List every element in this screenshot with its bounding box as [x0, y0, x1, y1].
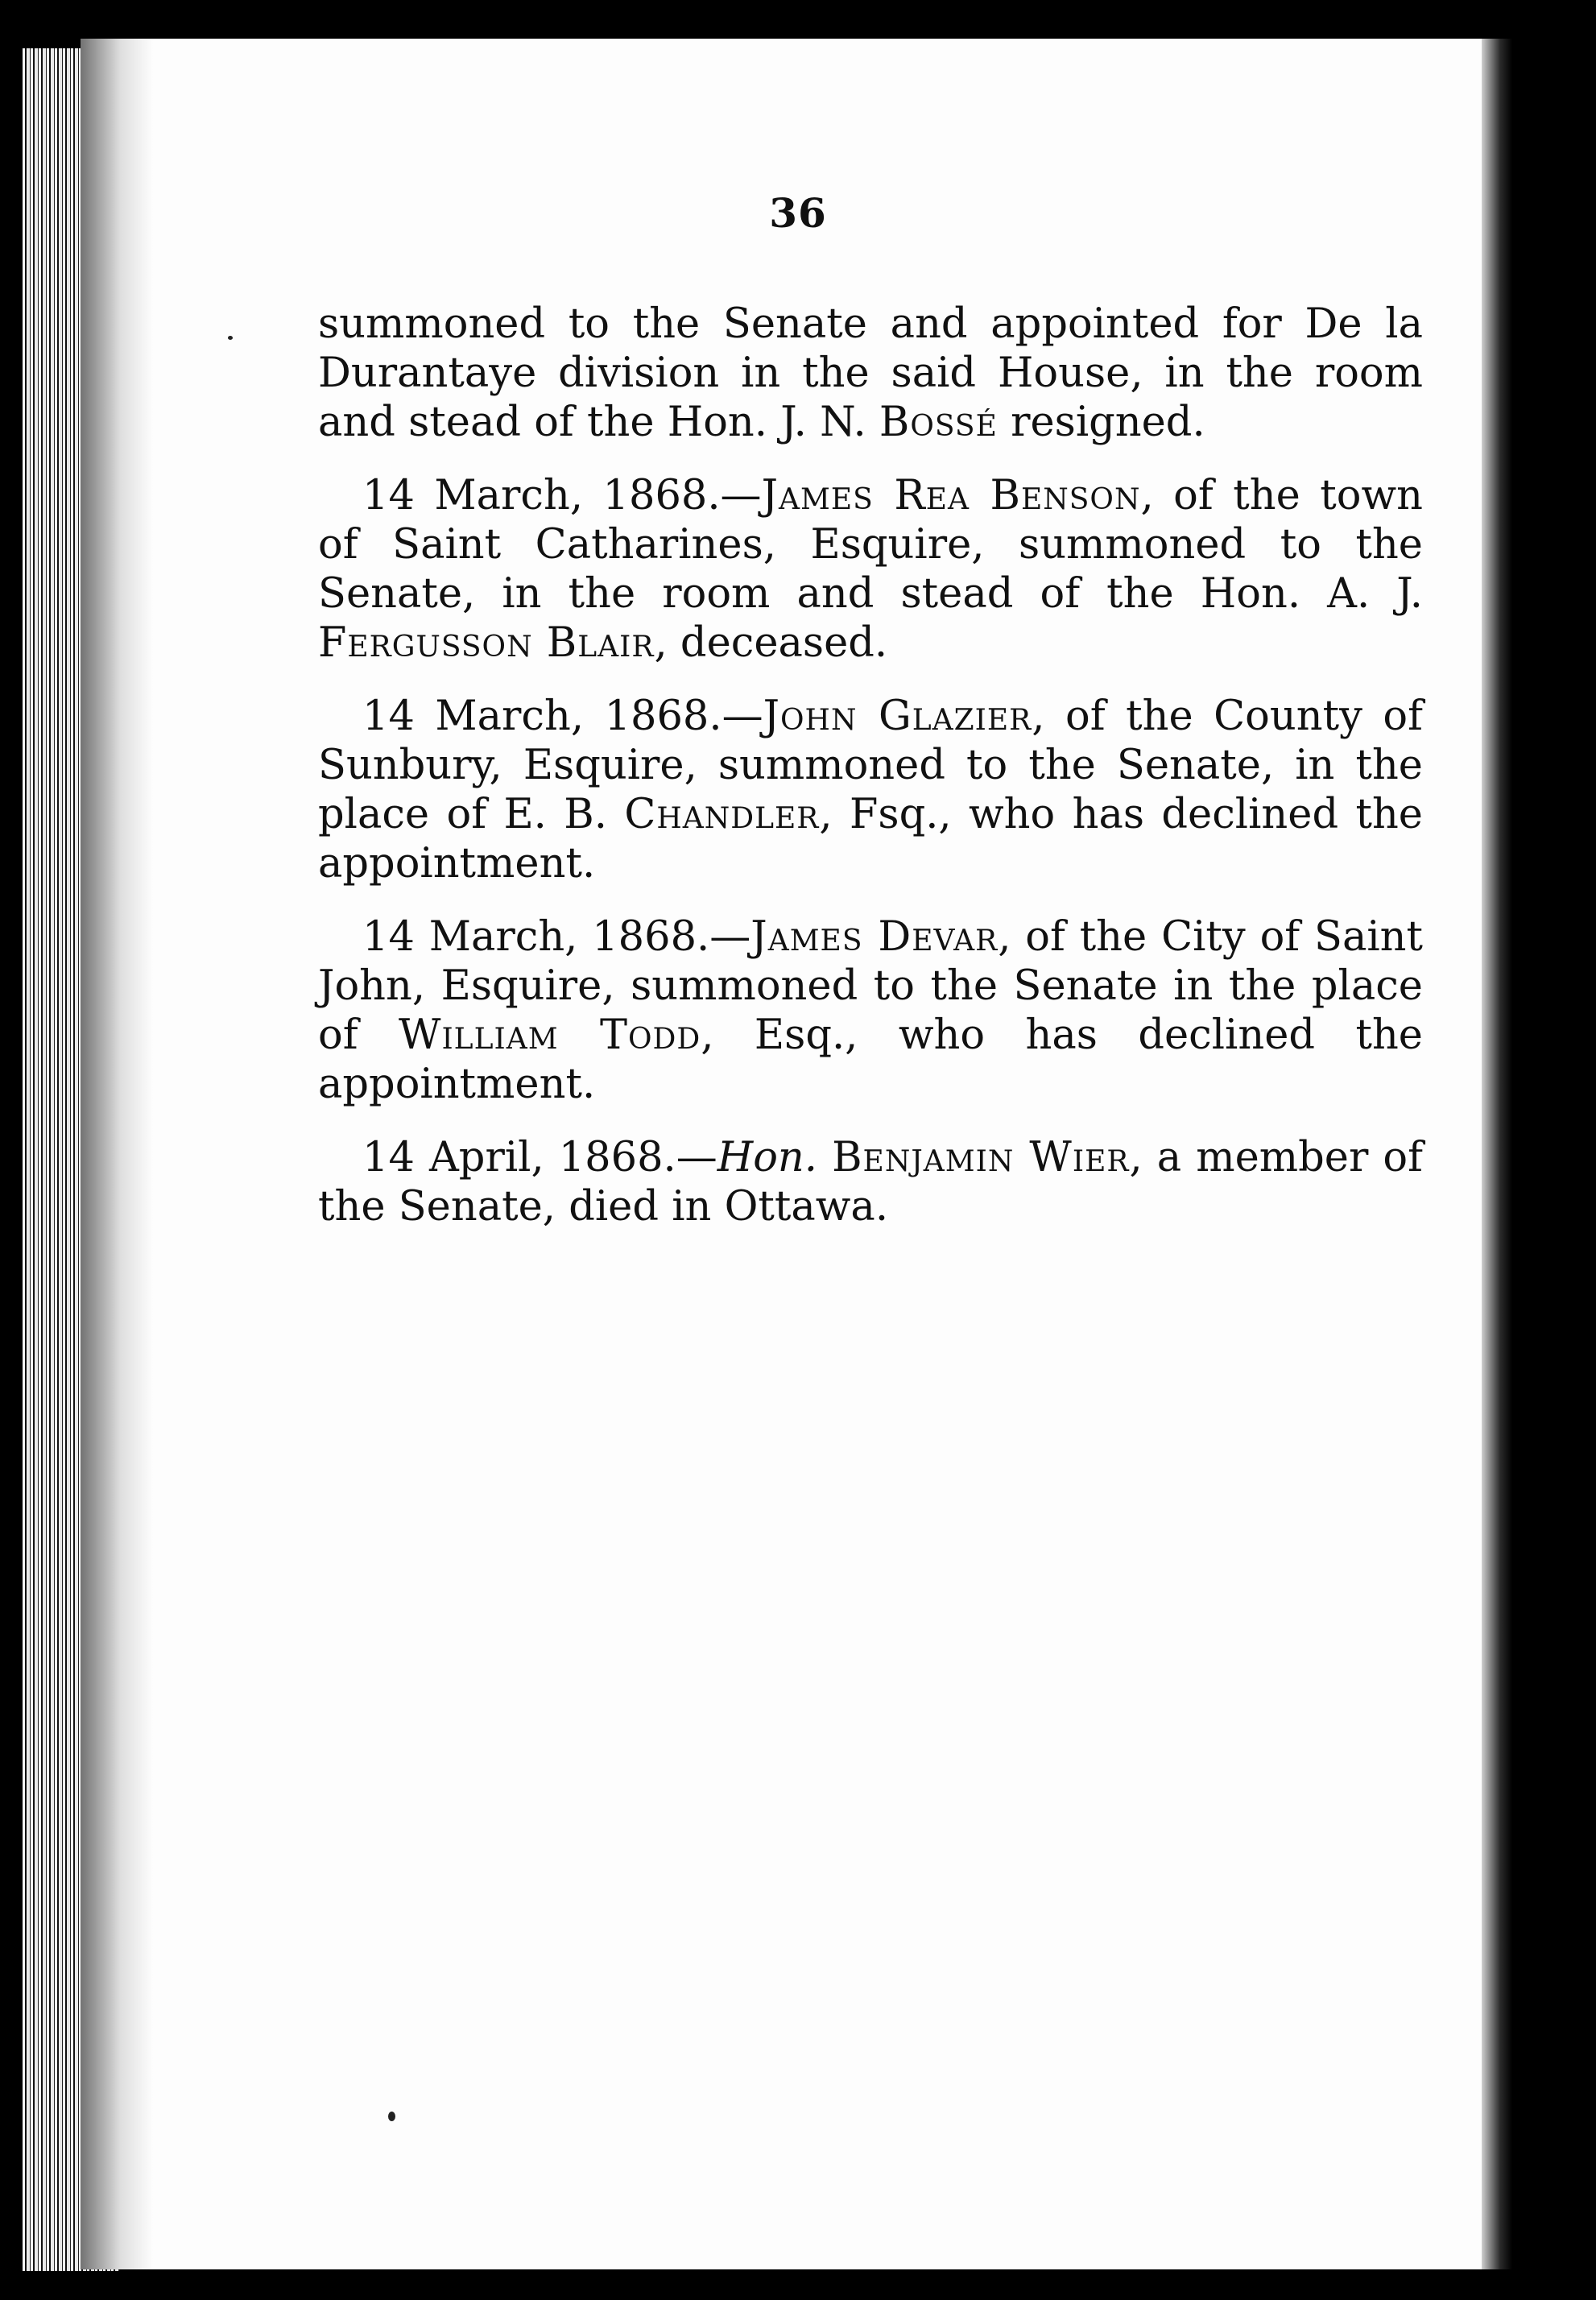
text-run: 14 March, 1868.— [362, 913, 751, 961]
text-run: James Devar [750, 913, 999, 961]
ink-speck [388, 2112, 395, 2121]
paragraph [318, 300, 1423, 447]
text-run: Hon. [717, 1134, 817, 1181]
page-number: 36 [769, 189, 827, 237]
ink-speck [228, 336, 233, 340]
paragraph [318, 471, 1423, 668]
paragraph [318, 912, 1423, 1109]
paragraph [318, 1133, 1423, 1231]
text-run: Benjamin Wier [832, 1134, 1130, 1181]
paragraph [318, 692, 1423, 888]
text-run: , Esq., who has declined the appointment. [318, 1011, 1423, 1108]
text-run: 14 March, 1868.— [362, 693, 763, 740]
text-run: John Glazier [763, 693, 1032, 740]
text-run: 14 April, 1868.— [362, 1134, 717, 1181]
text-run: , Fsq., who has declined the appointment. [318, 791, 1423, 887]
right-page-edge [1482, 39, 1512, 2269]
text-run: , of the town of Saint Catharines, Esquire, summoned to the Senate, in the room and stead of the Hon. A. J. [318, 472, 1424, 618]
text-run: 14 March, 1868.— [362, 472, 762, 519]
text-run: , of the County of Sunbury, Esquire, summoned to the Senate, in the place of E. B. [318, 693, 1424, 838]
text-run: summoned to the Senate and appointed for De la Durantaye division in the said House, in the room and stead of the Hon. J. N. [318, 300, 1423, 446]
text-run [817, 1134, 832, 1181]
text-run: , a member of the Senate, died in Ottawa. [318, 1134, 1423, 1231]
text-run: Chandler [624, 791, 820, 838]
page-text [318, 300, 1423, 1255]
text-run: William Todd [399, 1011, 701, 1059]
text-run: , deceased. [654, 619, 888, 667]
text-run: , of the City of Saint John, Esquire, summoned to the Senate in the place of [318, 913, 1423, 1059]
text-run: Fergusson Blair [318, 619, 655, 667]
text-run: resigned. [997, 399, 1205, 446]
text-run: Bossé [879, 399, 998, 446]
text-run: James Rea Benson [761, 472, 1141, 519]
spine-shadow [81, 39, 153, 2269]
